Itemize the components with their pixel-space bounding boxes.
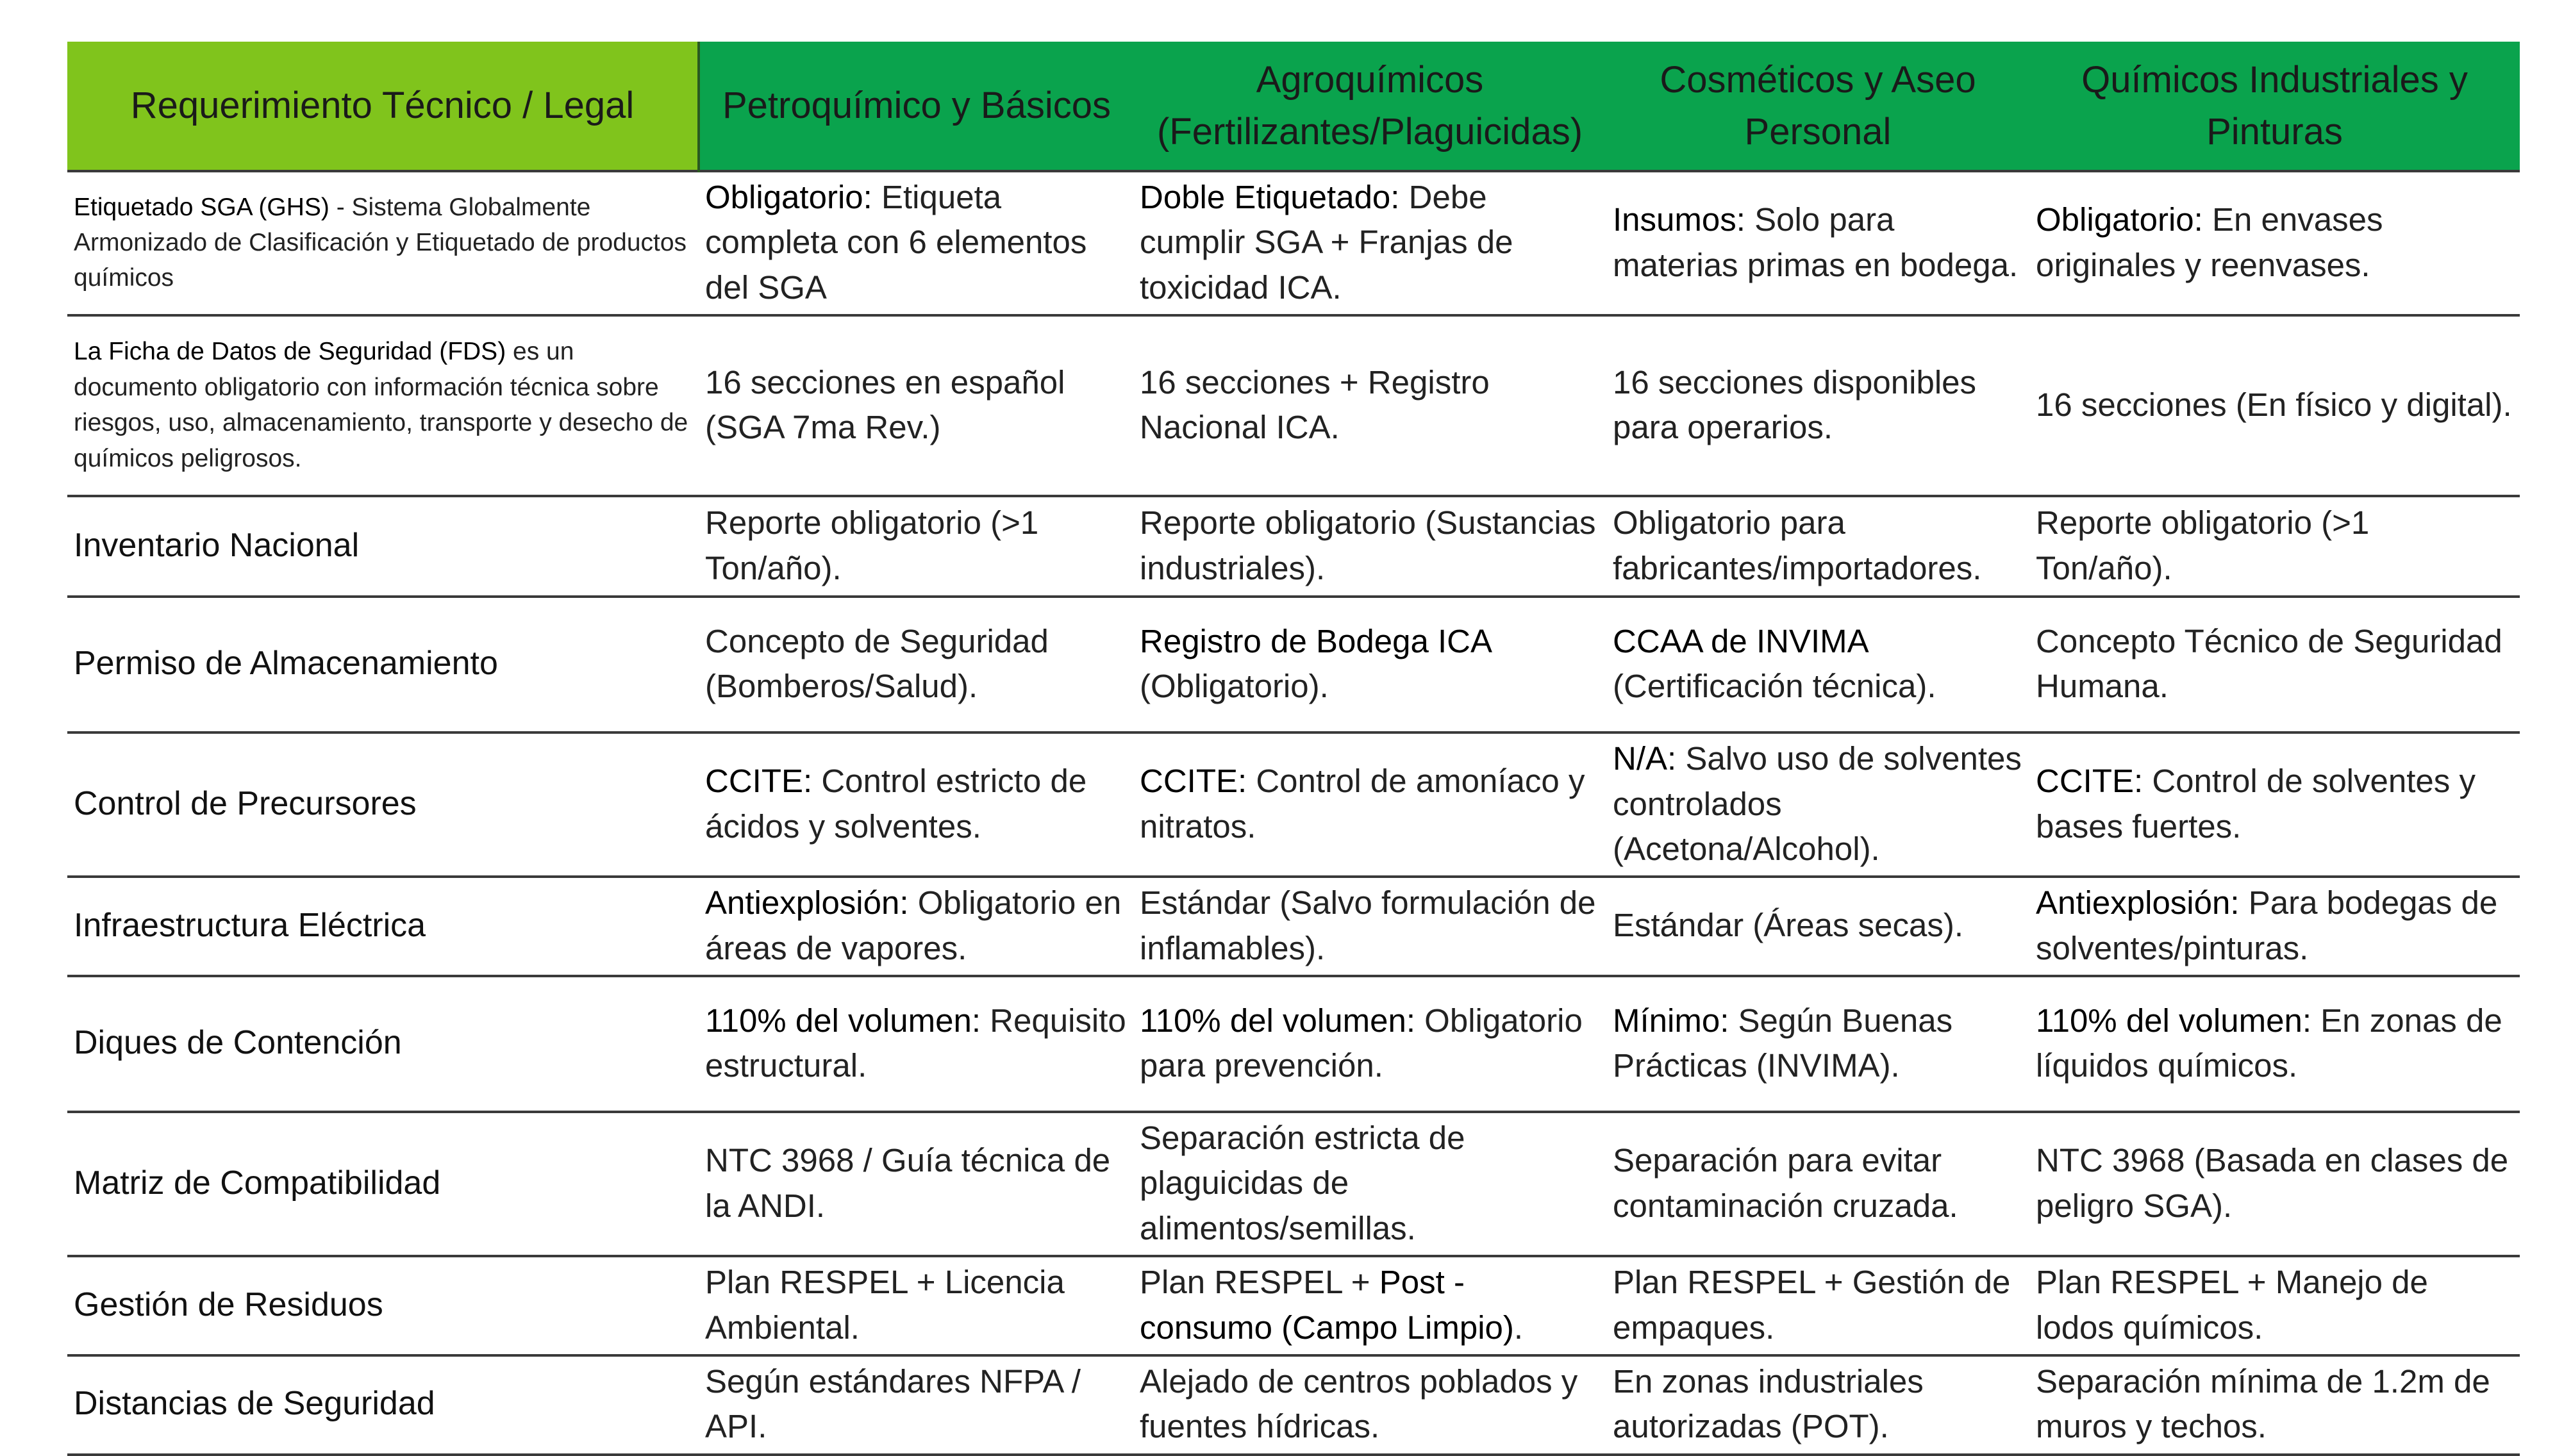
table-row bbox=[67, 976, 2520, 1112]
cell-rest: Reporte obligatorio (Sustancias industriales). bbox=[1140, 504, 1596, 586]
table-cell bbox=[2029, 1112, 2520, 1256]
cell-rest: Reporte obligatorio (>1 Ton/año). bbox=[2036, 504, 2370, 586]
cell-rest: Reporte obligatorio (>1 Ton/año). bbox=[705, 504, 1039, 586]
cell-rest: Plan RESPEL + Gestión de empaques. bbox=[1613, 1264, 2011, 1346]
cell-rest: Control de solventes y bases fuertes. bbox=[2036, 763, 2476, 845]
row-label bbox=[67, 496, 699, 597]
table-cell bbox=[699, 1112, 1133, 1256]
cell-strong: Obligatorio: bbox=[705, 179, 872, 215]
table-cell bbox=[699, 315, 1133, 496]
table-cell bbox=[1133, 496, 1606, 597]
table-cell bbox=[1133, 315, 1606, 496]
cell-strong: Insumos: bbox=[1613, 201, 1745, 238]
cell-rest: Separación para evitar contaminación cruzada. bbox=[1613, 1142, 1958, 1224]
table-cell bbox=[2029, 171, 2520, 315]
table-cell bbox=[2029, 496, 2520, 597]
cell-rest: 16 secciones disponibles para operarios. bbox=[1613, 363, 1977, 446]
table-row bbox=[67, 1112, 2520, 1256]
cell-rest: Obligatorio en áreas de vapores. bbox=[705, 884, 1122, 966]
cell-rest: Concepto Técnico de Seguridad Humana. bbox=[2036, 622, 2502, 705]
table-cell bbox=[1133, 976, 1606, 1112]
table-cell bbox=[699, 496, 1133, 597]
table-row bbox=[67, 315, 2520, 496]
header-quimicos-industriales: Químicos Industriales y Pinturas bbox=[2029, 42, 2520, 171]
cell-rest: En zonas de líquidos químicos. bbox=[2036, 1002, 2502, 1084]
row-label-strong: Matriz de Compatibilidad bbox=[74, 1164, 441, 1202]
row-label bbox=[67, 1355, 699, 1455]
cell-rest: Salvo uso de solventes controlados (Acetona/Alcohol). bbox=[1613, 740, 2022, 867]
header-row bbox=[67, 42, 2520, 171]
table-cell bbox=[1133, 171, 1606, 315]
table-row bbox=[67, 1256, 2520, 1355]
cell-strong: CCITE: bbox=[2036, 763, 2144, 800]
table-row bbox=[67, 597, 2520, 732]
row-label-rest: es un documento obligatorio con información técnica sobre riesgos, uso, almacenamiento, transporte y desecho de químicos peligrosos. bbox=[74, 338, 688, 472]
cell-rest: Debe cumplir SGA + Franjas de toxicidad ICA. bbox=[1140, 179, 1513, 306]
row-label bbox=[67, 732, 699, 877]
cell-strong: Antiexplosión: bbox=[2036, 884, 2240, 922]
table-cell bbox=[699, 1355, 1133, 1455]
table-cell bbox=[1606, 171, 2029, 315]
cell-rest: Según Buenas Prácticas (INVIMA). bbox=[1613, 1002, 1953, 1084]
cell-pre: Plan RESPEL + bbox=[1140, 1264, 1379, 1301]
row-label bbox=[67, 976, 699, 1112]
cell-rest: Separación mínima de 1.2m de muros y techos. bbox=[2036, 1362, 2490, 1445]
cell-rest: 16 secciones en español (SGA 7ma Rev.) bbox=[705, 363, 1065, 446]
row-label bbox=[67, 1256, 699, 1355]
cell-rest: Para bodegas de solventes/pinturas. bbox=[2036, 884, 2498, 966]
table-cell bbox=[1606, 976, 2029, 1112]
table-row bbox=[67, 171, 2520, 315]
row-label-strong: Distancias de Seguridad bbox=[74, 1385, 435, 1423]
table-cell bbox=[699, 171, 1133, 315]
table-cell bbox=[2029, 732, 2520, 877]
cell-rest: NTC 3968 / Guía técnica de la ANDI. bbox=[705, 1142, 1111, 1224]
row-label bbox=[67, 877, 699, 976]
cell-strong: Post - consumo (Campo Limpio) bbox=[1140, 1264, 1514, 1346]
header-requirement: Requerimiento Técnico / Legal bbox=[67, 42, 699, 171]
header-agroquimicos: Agroquímicos (Fertilizantes/Plaguicidas) bbox=[1133, 42, 1606, 171]
cell-strong: N/A: bbox=[1613, 740, 1677, 777]
table-cell bbox=[699, 732, 1133, 877]
row-label bbox=[67, 597, 699, 732]
table-cell bbox=[2029, 1355, 2520, 1455]
table-cell bbox=[1606, 496, 2029, 597]
header-cosmeticos: Cosméticos y Aseo Personal bbox=[1606, 42, 2029, 171]
cell-strong: Registro de Bodega ICA bbox=[1140, 622, 1491, 659]
table-cell bbox=[1133, 597, 1606, 732]
cell-strong: CCAA de INVIMA bbox=[1613, 622, 1867, 659]
cell-rest: 16 secciones (En físico y digital). bbox=[2036, 386, 2512, 423]
table-cell bbox=[1133, 1112, 1606, 1256]
table-row bbox=[67, 877, 2520, 976]
table-cell bbox=[1606, 877, 2029, 976]
row-label-strong: La Ficha de Datos de Seguridad (FDS) bbox=[74, 338, 506, 366]
row-label-strong: Infraestructura Eléctrica bbox=[74, 906, 426, 944]
cell-rest: Requisito estructural. bbox=[705, 1002, 1126, 1084]
cell-rest: Control de amoníaco y nitratos. bbox=[1140, 763, 1585, 845]
row-label bbox=[67, 171, 699, 315]
header-petroquimico: Petroquímico y Básicos bbox=[699, 42, 1133, 171]
cell-rest: Según estándares NFPA / API. bbox=[705, 1362, 1081, 1445]
cell-strong: 110% del volumen: bbox=[705, 1002, 981, 1039]
cell-strong: Doble Etiquetado: bbox=[1140, 179, 1400, 215]
cell-rest: Etiqueta completa con 6 elementos del SGA bbox=[705, 179, 1087, 306]
cell-rest: Alejado de centros poblados y fuentes hídricas. bbox=[1140, 1362, 1578, 1445]
row-label bbox=[67, 1112, 699, 1256]
row-label-rest: - Sistema Globalmente Armonizado de Clasificación y Etiquetado de productos químicos bbox=[74, 193, 687, 292]
cell-strong: Antiexplosión: bbox=[705, 884, 909, 922]
table-cell bbox=[1133, 877, 1606, 976]
cell-rest: En envases originales y reenvases. bbox=[2036, 201, 2383, 283]
table-cell bbox=[1133, 1355, 1606, 1455]
table-cell bbox=[1606, 732, 2029, 877]
row-label bbox=[67, 315, 699, 496]
table-cell bbox=[1606, 315, 2029, 496]
cell-rest: NTC 3968 (Basada en clases de peligro SGA). bbox=[2036, 1142, 2509, 1224]
cell-rest: Plan RESPEL + Licencia Ambiental. bbox=[705, 1264, 1065, 1346]
table-cell bbox=[2029, 1256, 2520, 1355]
row-label-strong: Gestión de Residuos bbox=[74, 1286, 383, 1323]
cell-strong: 110% del volumen: bbox=[1140, 1002, 1415, 1039]
table-cell bbox=[1606, 1256, 2029, 1355]
cell-rest: Obligatorio para fabricantes/importadores. bbox=[1613, 504, 1982, 586]
table-cell bbox=[1133, 1256, 1606, 1355]
cell-rest: Estándar (Salvo formulación de inflamables). bbox=[1140, 884, 1596, 966]
table-cell bbox=[1606, 597, 2029, 732]
cell-rest: (Obligatorio). bbox=[1140, 668, 1329, 705]
table-row bbox=[67, 732, 2520, 877]
cell-rest: Separación estricta de plaguicidas de alimentos/semillas. bbox=[1140, 1120, 1465, 1246]
table-cell bbox=[699, 976, 1133, 1112]
cell-rest: Concepto de Seguridad (Bomberos/Salud). bbox=[705, 622, 1049, 705]
row-label-strong: Etiquetado SGA (GHS) bbox=[74, 193, 329, 221]
table-cell bbox=[699, 597, 1133, 732]
cell-strong: CCITE: bbox=[705, 763, 813, 800]
cell-strong: 110% del volumen: bbox=[2036, 1002, 2311, 1039]
table-cell bbox=[2029, 976, 2520, 1112]
table-cell bbox=[2029, 315, 2520, 496]
requirements-table bbox=[67, 42, 2520, 1456]
cell-rest: . bbox=[1513, 1309, 1524, 1346]
table-cell bbox=[1606, 1355, 2029, 1455]
table-cell bbox=[2029, 877, 2520, 976]
table-cell bbox=[1606, 1112, 2029, 1256]
table-cell bbox=[699, 1256, 1133, 1355]
cell-strong: Mínimo: bbox=[1613, 1002, 1729, 1039]
cell-rest: 16 secciones + Registro Nacional ICA. bbox=[1140, 363, 1490, 446]
cell-rest: Solo para materias primas en bodega. bbox=[1613, 201, 2019, 283]
table-cell bbox=[2029, 597, 2520, 732]
cell-strong: CCITE: bbox=[1140, 763, 1247, 800]
cell-rest: Control estricto de ácidos y solventes. bbox=[705, 763, 1087, 845]
cell-rest: Plan RESPEL + Manejo de lodos químicos. bbox=[2036, 1264, 2428, 1346]
row-label-strong: Diques de Contención bbox=[74, 1024, 402, 1062]
table-cell bbox=[699, 877, 1133, 976]
cell-strong: Obligatorio: bbox=[2036, 201, 2203, 238]
row-label-strong: Permiso de Almacenamiento bbox=[74, 645, 498, 682]
cell-rest: Estándar (Áreas secas). bbox=[1613, 907, 1964, 944]
cell-rest: Obligatorio para prevención. bbox=[1140, 1002, 1583, 1084]
row-label-strong: Inventario Nacional bbox=[74, 526, 360, 564]
cell-rest: (Certificación técnica). bbox=[1613, 668, 1936, 705]
row-label-strong: Control de Precursores bbox=[74, 784, 417, 822]
table-cell bbox=[1133, 732, 1606, 877]
cell-rest: En zonas industriales autorizadas (POT). bbox=[1613, 1362, 1924, 1445]
table-row bbox=[67, 1355, 2520, 1455]
table-row bbox=[67, 496, 2520, 597]
